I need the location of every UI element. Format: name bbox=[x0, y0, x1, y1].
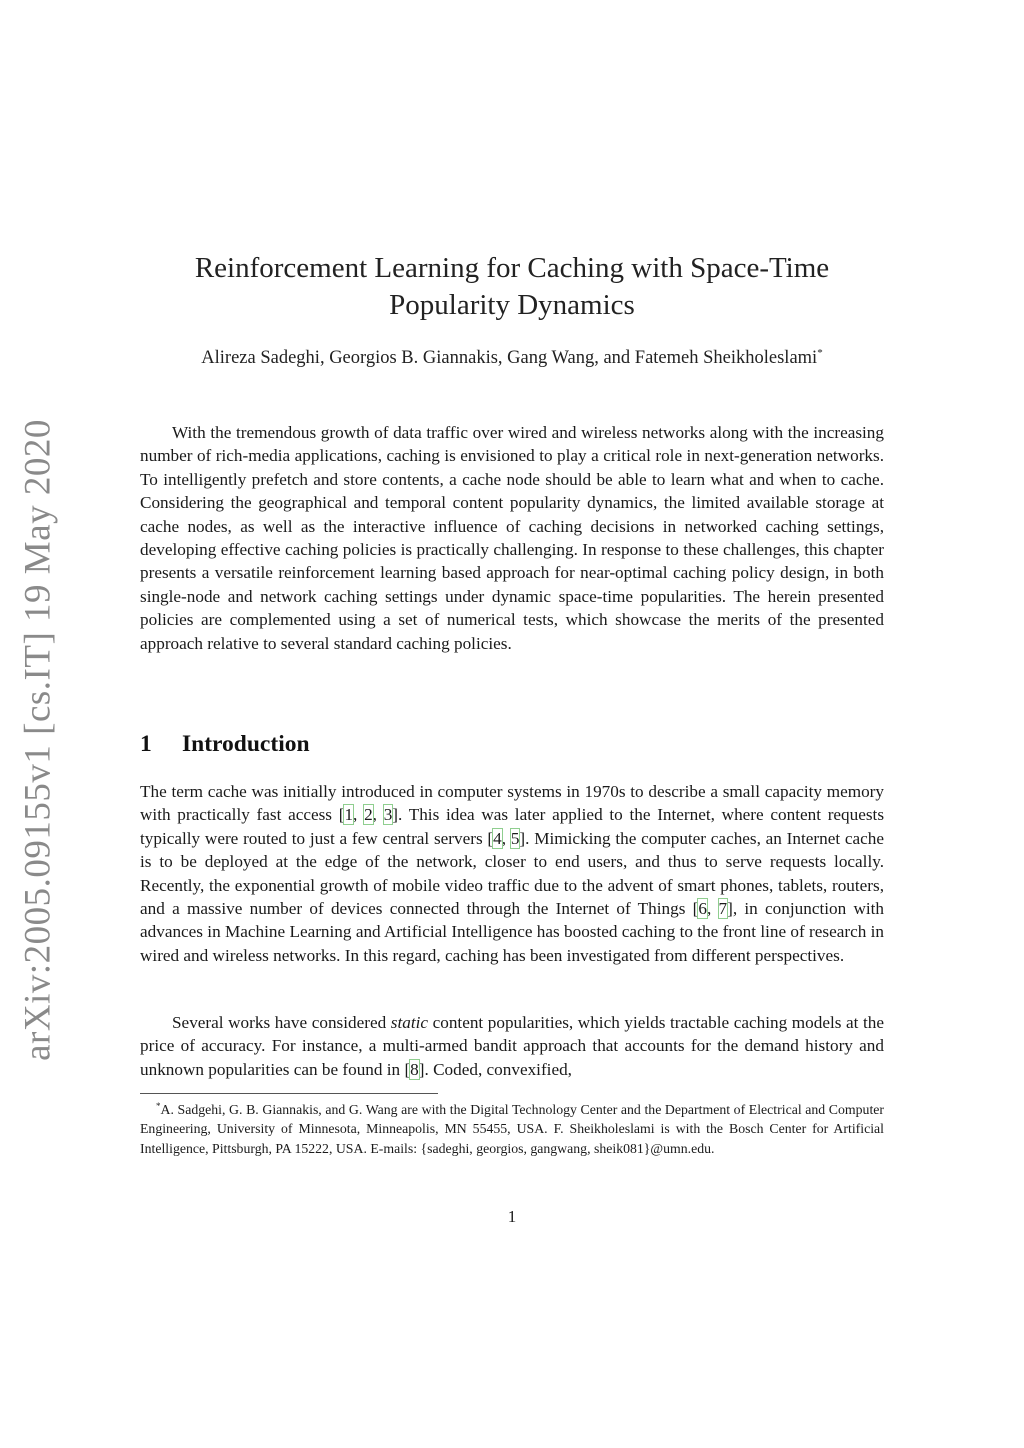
section-title: Introduction bbox=[182, 731, 310, 757]
citation-separator: , bbox=[353, 805, 365, 825]
footnote bbox=[140, 1097, 884, 1158]
para2-text-c: ]. Coded, convexified, bbox=[418, 1059, 572, 1079]
para2-emphasis: static bbox=[390, 1013, 429, 1032]
para2-text-b: content popularities, which yields tractable caching models at the price of accuracy. For instance, a multi-armed bandit approach that accounts for the demand history and unknown popularities can be found in [ bbox=[140, 1013, 884, 1079]
author-footnote-mark: * bbox=[817, 347, 823, 359]
citation-link[interactable]: 1 bbox=[344, 805, 354, 825]
footnote-rule bbox=[140, 1093, 438, 1094]
citation-link[interactable]: 6 bbox=[698, 899, 707, 919]
intro-paragraph-1 bbox=[140, 780, 884, 967]
page-number: 1 bbox=[507, 1207, 517, 1226]
paper-title bbox=[140, 250, 884, 324]
intro-paragraph-2 bbox=[140, 1011, 884, 1081]
citation-link[interactable]: 2 bbox=[364, 805, 373, 825]
para1-text-c: ]. Mimicking the computer caches, an Internet cache is to be deployed at the edge of the network, closer to end users, and thus to serve requests locally. Recently, the exponential growth of mobile video traffic due to the advent of smart phones, tablets, routers, and a massive number of devices connected through the Internet of Things [ bbox=[140, 828, 884, 919]
title-line-1: Reinforcement Learning for Caching with Space-Time bbox=[194, 252, 830, 284]
citation-separator: , bbox=[706, 899, 719, 919]
citation-separator: , bbox=[501, 828, 511, 848]
para2-text-a: Several works have considered bbox=[172, 1013, 391, 1032]
citation-separator: , bbox=[372, 805, 384, 825]
citation-link[interactable]: 4 bbox=[493, 828, 502, 848]
abstract: With the tremendous growth of data traffic over wired and wireless networks along with the increasing number of rich-media applications, caching is envisioned to play a critical role in next-generation networks. To intelligently prefetch and store contents, a cache node should be able to learn what and when to cache. Considering the geographical and temporal content popularity dynamics, the limited available storage at cache nodes, as well as the interactive influence of caching decisions in networked caching settings, developing effective caching policies is practically challenging. In response to these challenges, this chapter presents a versatile reinforcement learning based approach for near-optimal caching policy design, in both single-node and network caching settings under dynamic space-time popularities. The herein presented policies are complemented using a set of numerical tests, which showcase the merits of the presented approach relative to several standard caching policies. bbox=[140, 423, 884, 653]
arxiv-id: arXiv:2005.09155v1 [cs.IT] 19 May 2020 bbox=[17, 419, 59, 1061]
footnote-mark: * bbox=[156, 1101, 161, 1111]
section-heading bbox=[140, 731, 310, 758]
citation-link[interactable]: 7 bbox=[718, 899, 728, 919]
authors-text: Alireza Sadeghi, Georgios B. Giannakis, Gang Wang, and Fatemeh Sheikholeslami bbox=[201, 348, 818, 368]
para1-text-d: ], in conjunction with advances in Machine Learning and Artificial Intelligence has boosted caching to the front line of research in wired and wireless networks. In this regard, caching has been investigated from different perspectives. bbox=[140, 899, 885, 965]
section-number: 1 bbox=[140, 731, 152, 757]
footnote-text: A. Sadgehi, G. B. Giannakis, and G. Wang are with the Digital Technology Center and the Department of Electrical and Computer Engineering, University of Minnesota, Minneapolis, MN 55455, USA. F. Sheikholeslami is with the Bosch Center for Artificial Intelligence, Pittsburgh, PA 15222, USA. E-mails: {sadeghi, georgios, gangwang, sheik081}@umn.edu. bbox=[140, 1102, 884, 1156]
citation-link[interactable]: 3 bbox=[383, 805, 393, 825]
citation-link[interactable]: 8 bbox=[410, 1059, 419, 1079]
author-list bbox=[140, 347, 884, 369]
para1-text-a: The term cache was initially introduced in computer systems in 1970s to describe a small capacity memory with practically fast access [ bbox=[140, 782, 884, 825]
para1-text-b: ]. This idea was later applied to the Internet, where content requests typically were routed to just a few central servers [ bbox=[140, 805, 885, 848]
citation-link[interactable]: 5 bbox=[510, 828, 520, 848]
title-line-2: Popularity Dynamics bbox=[389, 289, 635, 321]
